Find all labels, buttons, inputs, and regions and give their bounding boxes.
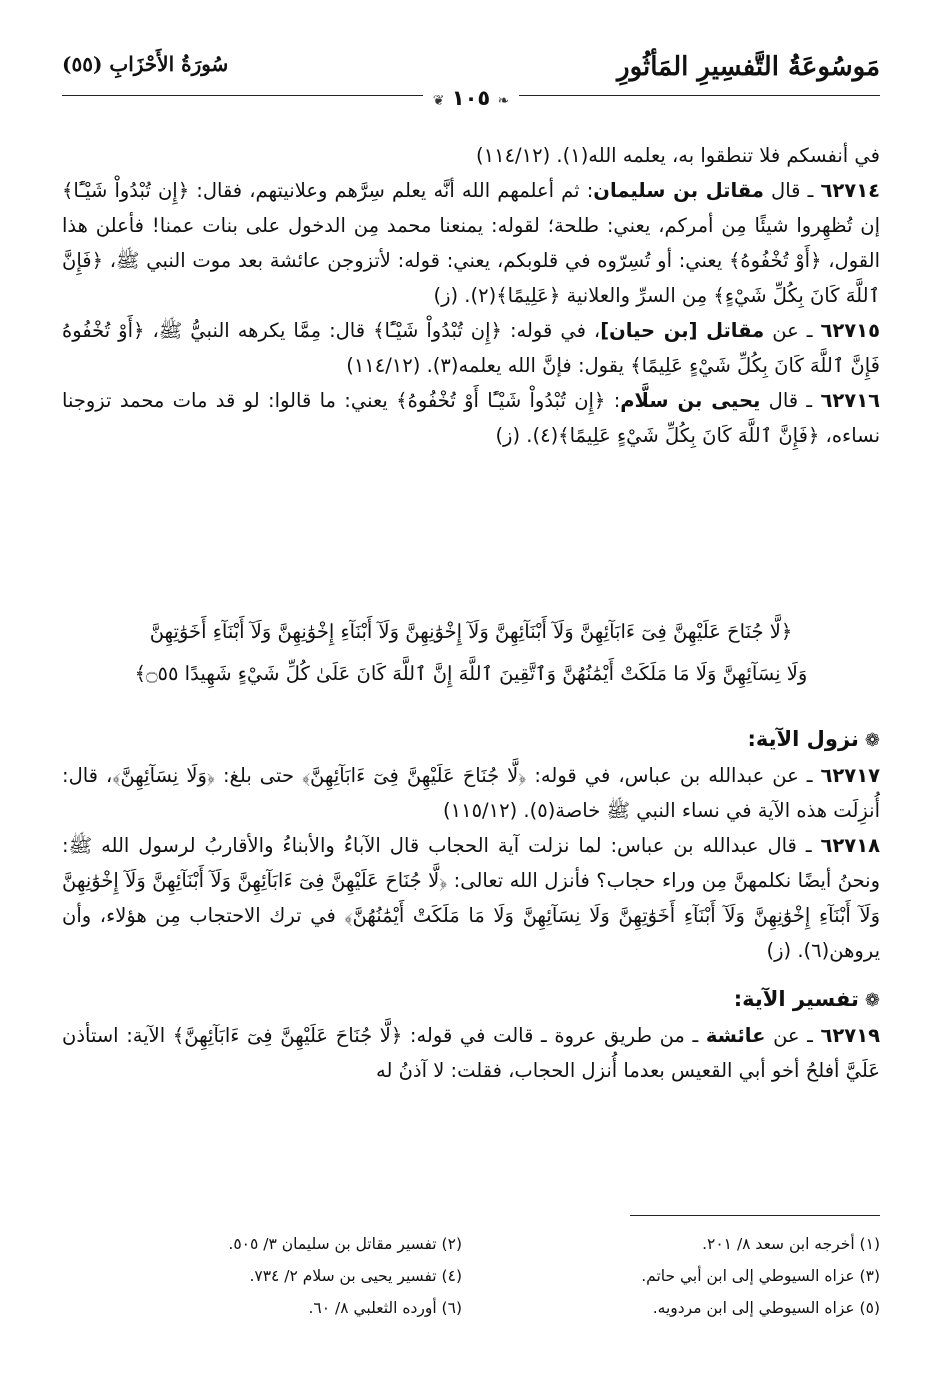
paragraph-lead: ـ قال <box>763 179 814 202</box>
flower-icon: ❁ <box>864 990 880 1011</box>
section-title: نزول الآية: <box>747 727 859 751</box>
section-heading <box>62 722 880 758</box>
paragraph <box>62 173 880 313</box>
paragraph-text: لما نزلت آية الحجاب قال الآباءُ والأبناءُ والأقاربُ لرسول الله ﷺ: ونحنُ أيضًا نكلمهنَّ مِن وراء حجاب؟ فأنزل الله تعالى: ﴿لَّا جُنَاحَ عَلَيْهِنَّ فِىٓ ءَابَآئِهِنَّ وَلَآ أَبْنَآئِهِنَّ وَلَآ إِخْوَٰنِهِنَّ وَلَآ أَبْنَآءِ إِخْوَٰنِهِنَّ وَلَآ أَبْنَآءِ أَخَوَٰتِهِنَّ وَلَا نِسَآئِهِنَّ وَلَا مَا مَلَكَتْ أَيْمَٰنُهُنَّ﴾ في ترك الاحتجاب مِن هؤلاء، وأن يروهن(٦). (ز) <box>62 834 880 962</box>
narrator-name: مقاتل بن سليمان <box>593 179 764 202</box>
paragraph <box>62 383 880 453</box>
ornament-icon: ❧ <box>497 93 510 109</box>
footnote: (١) أخرجه ابن سعد ٨/ ٢٠١. <box>702 1235 880 1253</box>
paragraph <box>62 828 880 968</box>
surah-label: سُورَةُ الأَحْزَابِ (٥٥) <box>62 52 229 76</box>
paragraph-lead: ـ قال <box>760 389 813 412</box>
narrator-name: مقاتل [بن حيان] <box>600 319 765 342</box>
paragraph <box>62 138 880 173</box>
paragraph-text: : ثم أعلمهم الله أنَّه يعلم سِرَّهم وعلانيتهم، فقال: ﴿إِن تُبْدُواْ شَيْـًٔا﴾ إن تُظهِروا شيئًا مِن أمركم، يعني: طلحة؛ لقوله: يمنعنا محمد مِن الدخول على بنات عمنا! فأعلن هذا القول، ﴿أَوْ تُخْفُوهُ﴾ يعني: أو تُسِرّوه في قلوبكم، يعني: قوله: لأتزوجن عائشة بعد موت النبي ﷺ، ﴿فَإِنَّ ٱللَّهَ كَانَ بِكُلِّ شَيْءٍ﴾ مِن السرِّ والعلانية ﴿عَلِيمًا﴾(٢). (ز) <box>62 179 880 307</box>
footnote: (٣) عزاه السيوطي إلى ابن أبي حاتم. <box>641 1267 880 1285</box>
sections <box>62 722 880 1088</box>
book-title: مَوسُوعَةُ التَّفسِيرِ المَأثُورِ <box>617 52 880 82</box>
paragraph-lead: ـ عن <box>765 1024 813 1047</box>
narration-number: ٦٢٧١٨ <box>820 834 880 857</box>
footnote-rule <box>630 1215 880 1216</box>
paragraph-lead: ـ عن عبدالله بن عباس، في قوله: <box>526 764 813 787</box>
paragraph-lead: ـ قال عبدالله بن عباس: <box>601 834 812 857</box>
main-text <box>62 138 880 453</box>
paragraph <box>62 313 880 383</box>
footnote: (٥) عزاه السيوطي إلى ابن مردويه. <box>652 1299 880 1317</box>
section-heading <box>62 982 880 1018</box>
paragraph-text: ، في قوله: ﴿إِن تُبْدُواْ شَيْـًٔا﴾ قال: مِمَّا يكرهه النبيُّ ﷺ، ﴿أَوْ تُخْفُوهُ فَإِنَّ ٱللَّهَ كَانَ بِكُلِّ شَيْءٍ عَلِيمًا﴾ يقول: فإنَّ الله يعلمه(٣). (١١٤/١٢) <box>62 319 880 377</box>
verse-line: ﴿لَّا جُنَاحَ عَلَيْهِنَّ فِىٓ ءَابَآئِهِنَّ وَلَآ أَبْنَآئِهِنَّ وَلَآ إِخْوَٰنِهِنَّ وَلَآ أَبْنَآءِ إِخْوَٰنِهِنَّ وَلَآ أَبْنَآءِ أَخَوَٰتِهِنَّ <box>149 620 793 643</box>
footnotes-column <box>500 1228 880 1324</box>
footnote: (٢) تفسير مقاتل بن سليمان ٣/ ٥٠٥. <box>228 1235 462 1253</box>
paragraph <box>62 1018 880 1088</box>
ornament-icon: ❦ <box>432 93 445 109</box>
paragraph-text: ـ من طريق عروة ـ قالت في قوله: ﴿لَّا جُنَاحَ عَلَيْهِنَّ فِىٓ ءَابَآئِهِنَّ﴾ الآية: استأذن عَلَيَّ أفلحُ أخو أبي القعيس بعدما أُنزل الحجاب، فقلت: لا آذنُ له <box>62 1024 880 1082</box>
footnote: (٤) تفسير يحيى بن سلام ٢/ ٧٣٤. <box>249 1267 462 1285</box>
paragraph-text: ﴿لَّا جُنَاحَ عَلَيْهِنَّ فِىٓ ءَابَآئِهِنَّ﴾ حتى بلغ: ﴿وَلَا نِسَآئِهِنَّ﴾، قال: أُنزِلَت هذه الآية في نساء النبي ﷺ خاصة(٥). (١١٥/١٢) <box>62 764 880 822</box>
footnotes-column <box>82 1228 462 1324</box>
narration-number: ٦٢٧١٦ <box>820 389 880 412</box>
narrator-name: عائشة <box>705 1024 766 1047</box>
paragraph-text: : ﴿إِن تُبْدُواْ شَيْـًٔا أَوْ تُخْفُوهُ﴾ يعني: ما قالوا: لو قد مات محمد تزوجنا نساءه، ﴿فَإِنَّ ٱللَّهَ كَانَ بِكُلِّ شَيْءٍ عَلِيمًا﴾(٤). (ز) <box>62 389 880 447</box>
flower-icon: ❁ <box>864 730 880 751</box>
page-number: ١٠٥ <box>451 86 491 110</box>
narrator-name: يحيى بن سلَّام <box>620 389 761 412</box>
narration-number: ٦٢٧١٧ <box>820 764 881 787</box>
paragraph <box>62 758 880 828</box>
section-title: تفسير الآية: <box>733 987 859 1011</box>
paragraph-text: في أنفسكم فلا تنطقوا به، يعلمه الله(١). (١١٤/١٢) <box>476 144 880 167</box>
narration-number: ٦٢٧١٩ <box>820 1024 881 1047</box>
narration-number: ٦٢٧١٥ <box>820 319 880 342</box>
paragraph-lead: ـ عن <box>764 319 813 342</box>
narration-number: ٦٢٧١٤ <box>820 179 880 202</box>
footnote: (٦) أورده الثعلبي ٨/ ٦٠. <box>308 1299 462 1317</box>
verse-line: وَلَا نِسَآئِهِنَّ وَلَا مَا مَلَكَتْ أَيْمَٰنُهُنَّ وَٱتَّقِينَ ٱللَّهَ إِنَّ ٱللَّهَ كَانَ عَلَىٰ كُلِّ شَيْءٍ شَهِيدًا ۝٥٥﴾ <box>134 662 808 685</box>
quran-verse <box>62 611 880 695</box>
page-number-box <box>423 86 520 110</box>
